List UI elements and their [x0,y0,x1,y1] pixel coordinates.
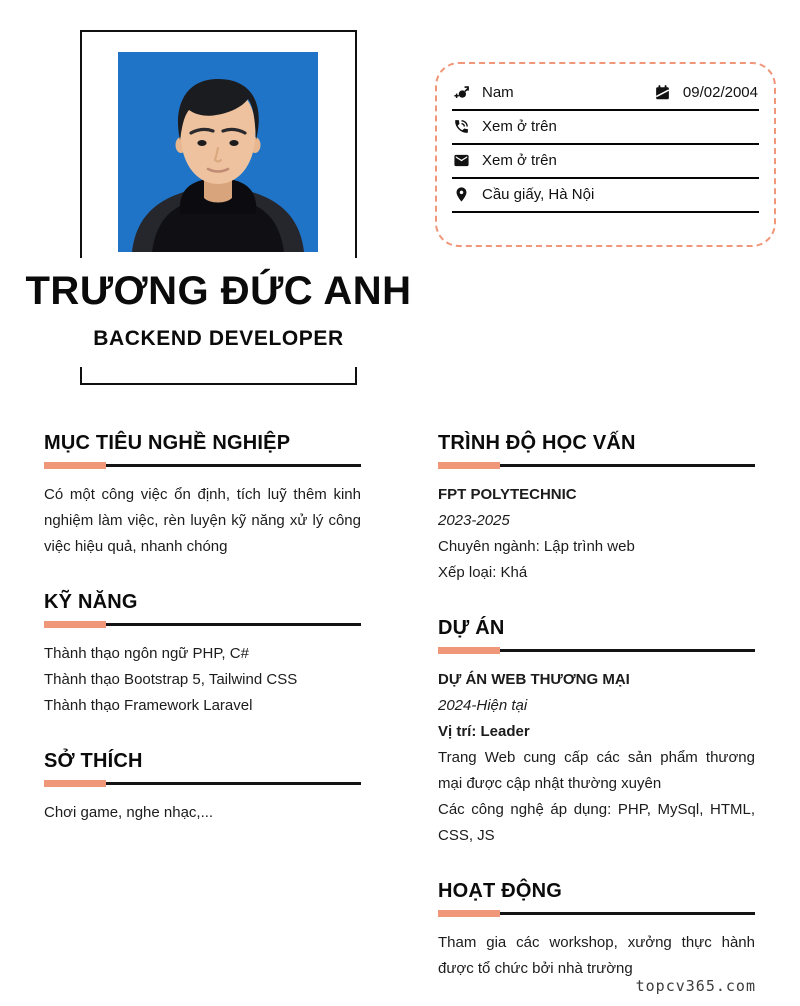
project-period: 2024-Hiện tại [438,697,528,714]
dob-value: 09/02/2004 [682,84,758,101]
project-name: DỰ ÁN WEB THƯƠNG MẠI [438,671,630,688]
job-title: BACKEND DEVELOPER [93,327,344,350]
gender-icon [453,84,470,101]
education-school: FPT POLYTECHNIC [438,486,577,503]
profile-photo [118,52,318,252]
contact-row-phone [452,111,759,145]
skills-heading: KỸ NĂNG [44,591,361,626]
section-skills [44,591,361,719]
right-column [438,432,755,1006]
skill-item: Thành thạo ngôn ngữ PHP, C# [44,645,249,662]
contact-card [435,62,776,247]
contact-row-address [452,179,759,213]
address-value: Cầu giấy, Hà Nội [482,186,595,203]
gender-value: Nam [482,84,514,101]
objective-heading: MỤC TIÊU NGHỀ NGHIỆP [44,432,361,467]
section-activities [438,880,755,982]
email-icon [453,152,470,169]
education-grade: Xếp loại: Khá [438,564,528,581]
hobbies-heading: SỞ THÍCH [44,750,361,785]
hobbies-text: Chơi game, nghe nhạc,... [44,804,214,821]
education-heading: TRÌNH ĐỘ HỌC VẤN [438,432,755,467]
contact-row-email [452,145,759,179]
skill-item: Thành thạo Bootstrap 5, Tailwind CSS [44,671,298,688]
project-tech: Các công nghệ áp dụng: PHP, MySql, HTML, CSS, JS [438,801,755,844]
education-period: 2023-2025 [438,512,510,529]
candidate-name: TRƯƠNG ĐỨC ANH [25,269,412,313]
location-pin-icon [453,186,470,203]
project-description: Trang Web cung cấp các sản phẩm thương mại được cập nhật thường xuyên [438,749,755,792]
phone-icon [453,118,470,135]
phone-value: Xem ở trên [482,118,557,135]
section-education [438,432,755,586]
watermark: topcv365.com [635,977,756,995]
projects-heading: DỰ ÁN [438,617,755,652]
activities-heading: HOẠT ĐỘNG [438,880,755,915]
section-hobbies [44,750,361,826]
content-columns [0,432,800,1006]
skill-item: Thành thạo Framework Laravel [44,697,253,714]
contact-row-gender-dob [452,77,759,111]
education-major: Chuyên ngành: Lập trình web [438,538,635,555]
objective-text: Có một công việc ổn định, tích luỹ thêm kinh nghiệm làm việc, rèn luyện kỹ năng xử lý công việc hiệu quả, nhanh chóng [44,486,361,555]
section-objective [44,432,361,560]
name-block [18,258,419,367]
left-column [44,432,361,1006]
section-projects [438,617,755,849]
activities-text: Tham gia các workshop, xưởng thực hành được tổ chức bởi nhà trường [438,934,755,977]
calendar-icon [654,84,671,101]
email-value: Xem ở trên [482,152,557,169]
gender-field [453,84,514,101]
project-role: Vị trí: Leader [438,723,530,740]
dob-field [654,84,758,101]
